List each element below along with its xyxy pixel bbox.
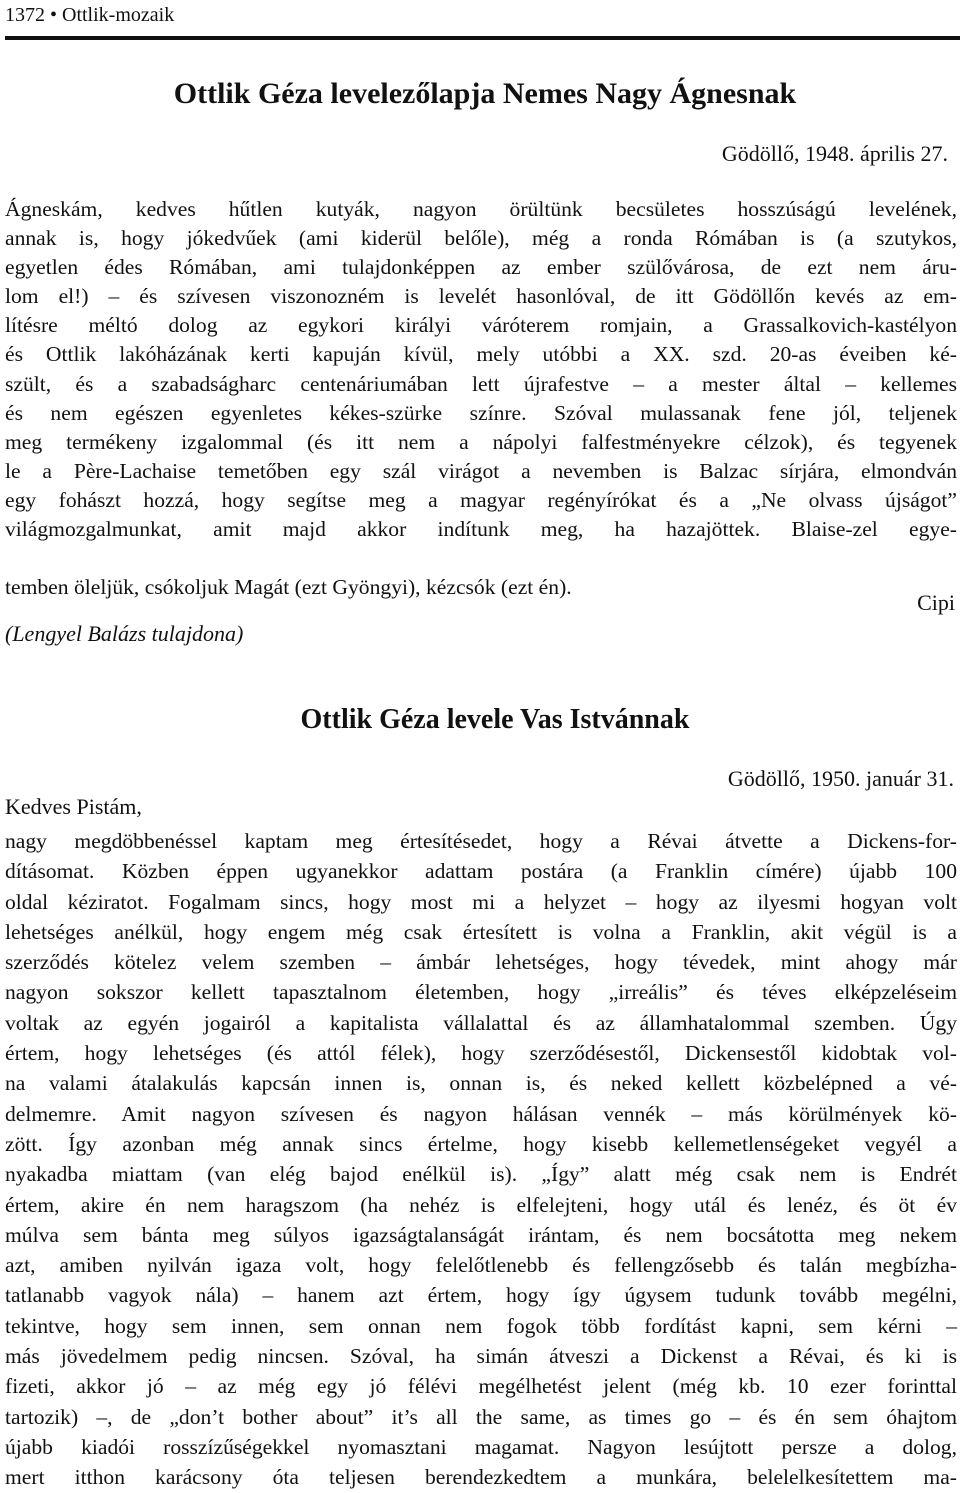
letter2-salutation: Kedves Pistám,	[5, 794, 142, 819]
body-line: meg termékeny izgalommal (és itt nem a nápolyi falfestményekre célzok), és tegyenek	[5, 429, 957, 454]
body-line: dításomat. Közben éppen ugyanekkor adattam postára (a Franklin címére) újabb 100	[5, 859, 957, 884]
body-line: múlva sem bánta meg súlyos igazságtalanságát irántam, és nem bocsátotta meg nekem	[5, 1222, 957, 1247]
body-line: na valami átalakulás kapcsán innen is, onnan is, és neked kellett közbelépned a vé-	[5, 1071, 957, 1096]
body-line: tekintve, hogy sem innen, sem onnan nem fogok több fordítást kapni, sem kérni –	[5, 1313, 957, 1338]
letter2-title: Ottlik Géza levele Vas Istvánnak	[300, 704, 690, 735]
body-line: nagyon sokszor kellett tapasztalnom életemben, hogy „irreális” és téves elképzeléseim	[5, 980, 957, 1005]
body-line: újabb kiadói rosszízűségekkel nyomasztani magamat. Nagyon lesújtott persze a dolog,	[5, 1434, 957, 1459]
letter1-title: Ottlik Géza levelezőlapja Nemes Nagy Ágnesnak	[173, 77, 797, 110]
body-line: egy fohászt hozzá, hogy segítse meg a magyar regényírókat és a „Ne olvass újságot”	[5, 487, 957, 512]
letter1-provenance: (Lengyel Balázs tulajdona)	[5, 621, 244, 646]
body-line: voltak az egyén jogairól a kapitalista vállalattal és az államhatalommal szemben. Úgy	[5, 1010, 957, 1035]
body-line: nagy megdöbbenéssel kaptam meg értesítésedet, hogy a Révai átvette a Dickens-for-	[5, 829, 957, 853]
header-rule	[5, 36, 960, 40]
letter2-body	[5, 826, 957, 1493]
letter2-dateline: Gödöllő, 1950. január 31.	[727, 766, 954, 791]
body-line: fizeti, akkor jó – az még egy jó félévi megélhetést jelent (még kb. 10 ezer forinttal	[5, 1374, 957, 1399]
body-line: szült, és a szabadságharc centenáriumában lett újrafestve – a mester által – kellemes	[5, 371, 957, 396]
body-line: le a Père-Lachaise temetőben egy szál virágot a nevemben is Balzac sírjára, elmondván	[5, 458, 957, 483]
body-line: zött. Így azonban még annak sincs értelme, hogy kisebb kellemetlenségeket vegyél a	[5, 1131, 957, 1156]
body-line: lom el!) – és szívesen viszonozném is levelét hasonlóval, de itt Gödöllőn kevés az em-	[5, 284, 957, 309]
body-line: és Ottlik lakóházának kerti kapuján kívül, mely utóbbi a XX. szd. 20-as éveiben ké-	[5, 342, 957, 367]
letter1-signature: Cipi	[917, 590, 955, 615]
body-line: világmozgalmunkat, amit majd akkor indítunk meg, ha hazajöttek. Blaise-zel egye-	[5, 517, 957, 542]
body-line: lítésre méltó dolog az egykori királyi váróterem romjain, a Grassalkovich-kastélyon	[5, 313, 957, 338]
body-line: mert itthon karácsony óta teljesen berendezkedtem a munkára, belelelkesítettem ma-	[5, 1465, 957, 1490]
body-line: lehetséges anélkül, hogy engem még csak értesített is volna a Franklin, akit végül is a	[5, 919, 957, 944]
body-line: delmemre. Amit nagyon szívesen és nagyon hálásan vennék – más körülmények kö-	[5, 1101, 957, 1126]
body-line: és nem egészen egyenletes kékes-szürke színre. Szóval mulassanak fene jól, teljenek	[5, 400, 957, 425]
body-line: Ágneskám, kedves hűtlen kutyák, nagyon örültünk becsületes hosszúságú levelének,	[5, 197, 957, 221]
body-line: tartozik) –, de „don’t bother about” it’s all the same, as times go – és én sem óhajtom	[5, 1404, 957, 1429]
body-line: más jövedelmem pedig nincsen. Szóval, ha simán átveszi a Dickenst a Révai, és ki is	[5, 1344, 957, 1369]
letter1-body	[5, 195, 957, 544]
body-line: azt, amiben nyilván igaza volt, hogy felelőtlenebb és fellengzősebb és talán megbízha-	[5, 1253, 957, 1278]
body-line: annak is, hogy jókedvűek (ami kiderül belőle), még a ronda Rómában is (a szutykos,	[5, 226, 957, 251]
body-line: szerződés kötelez velem szemben – ámbár lehetséges, hogy tévedek, mint ahogy már	[5, 950, 957, 975]
running-header: 1372 • Ottlik-mozaik	[5, 4, 175, 26]
body-line: egyetlen édes Rómában, ami tulajdonképpen az ember szülővárosa, de ezt nem áru-	[5, 255, 957, 280]
letter1-body-last-line	[5, 573, 957, 602]
body-line: tatlanabb vagyok nála) – hanem azt értem, hogy így úgysem tudunk tovább megélni,	[5, 1283, 957, 1308]
body-line: nyakadba miattam (van elég bajod enélkül is). „Így” alatt még csak nem is Endrét	[5, 1162, 957, 1187]
body-line: értem, hogy lehetséges (és attól félek), hogy szerződésestől, Dickensestől kidobtak vol-	[5, 1041, 957, 1066]
body-line: értem, akire én nem haragszom (ha nehéz is elfelejteni, hogy utál és lenéz, és öt év	[5, 1192, 957, 1217]
body-line: temben öleljük, csókoljuk Magát (ezt Gyöngyi), kézcsók (ezt én).	[5, 575, 572, 599]
letter1-dateline: Gödöllő, 1948. április 27.	[721, 141, 948, 166]
body-line: oldal kéziratot. Fogalmam sincs, hogy most mi a helyzet – hogy az ilyesmi hogyan volt	[5, 889, 957, 914]
